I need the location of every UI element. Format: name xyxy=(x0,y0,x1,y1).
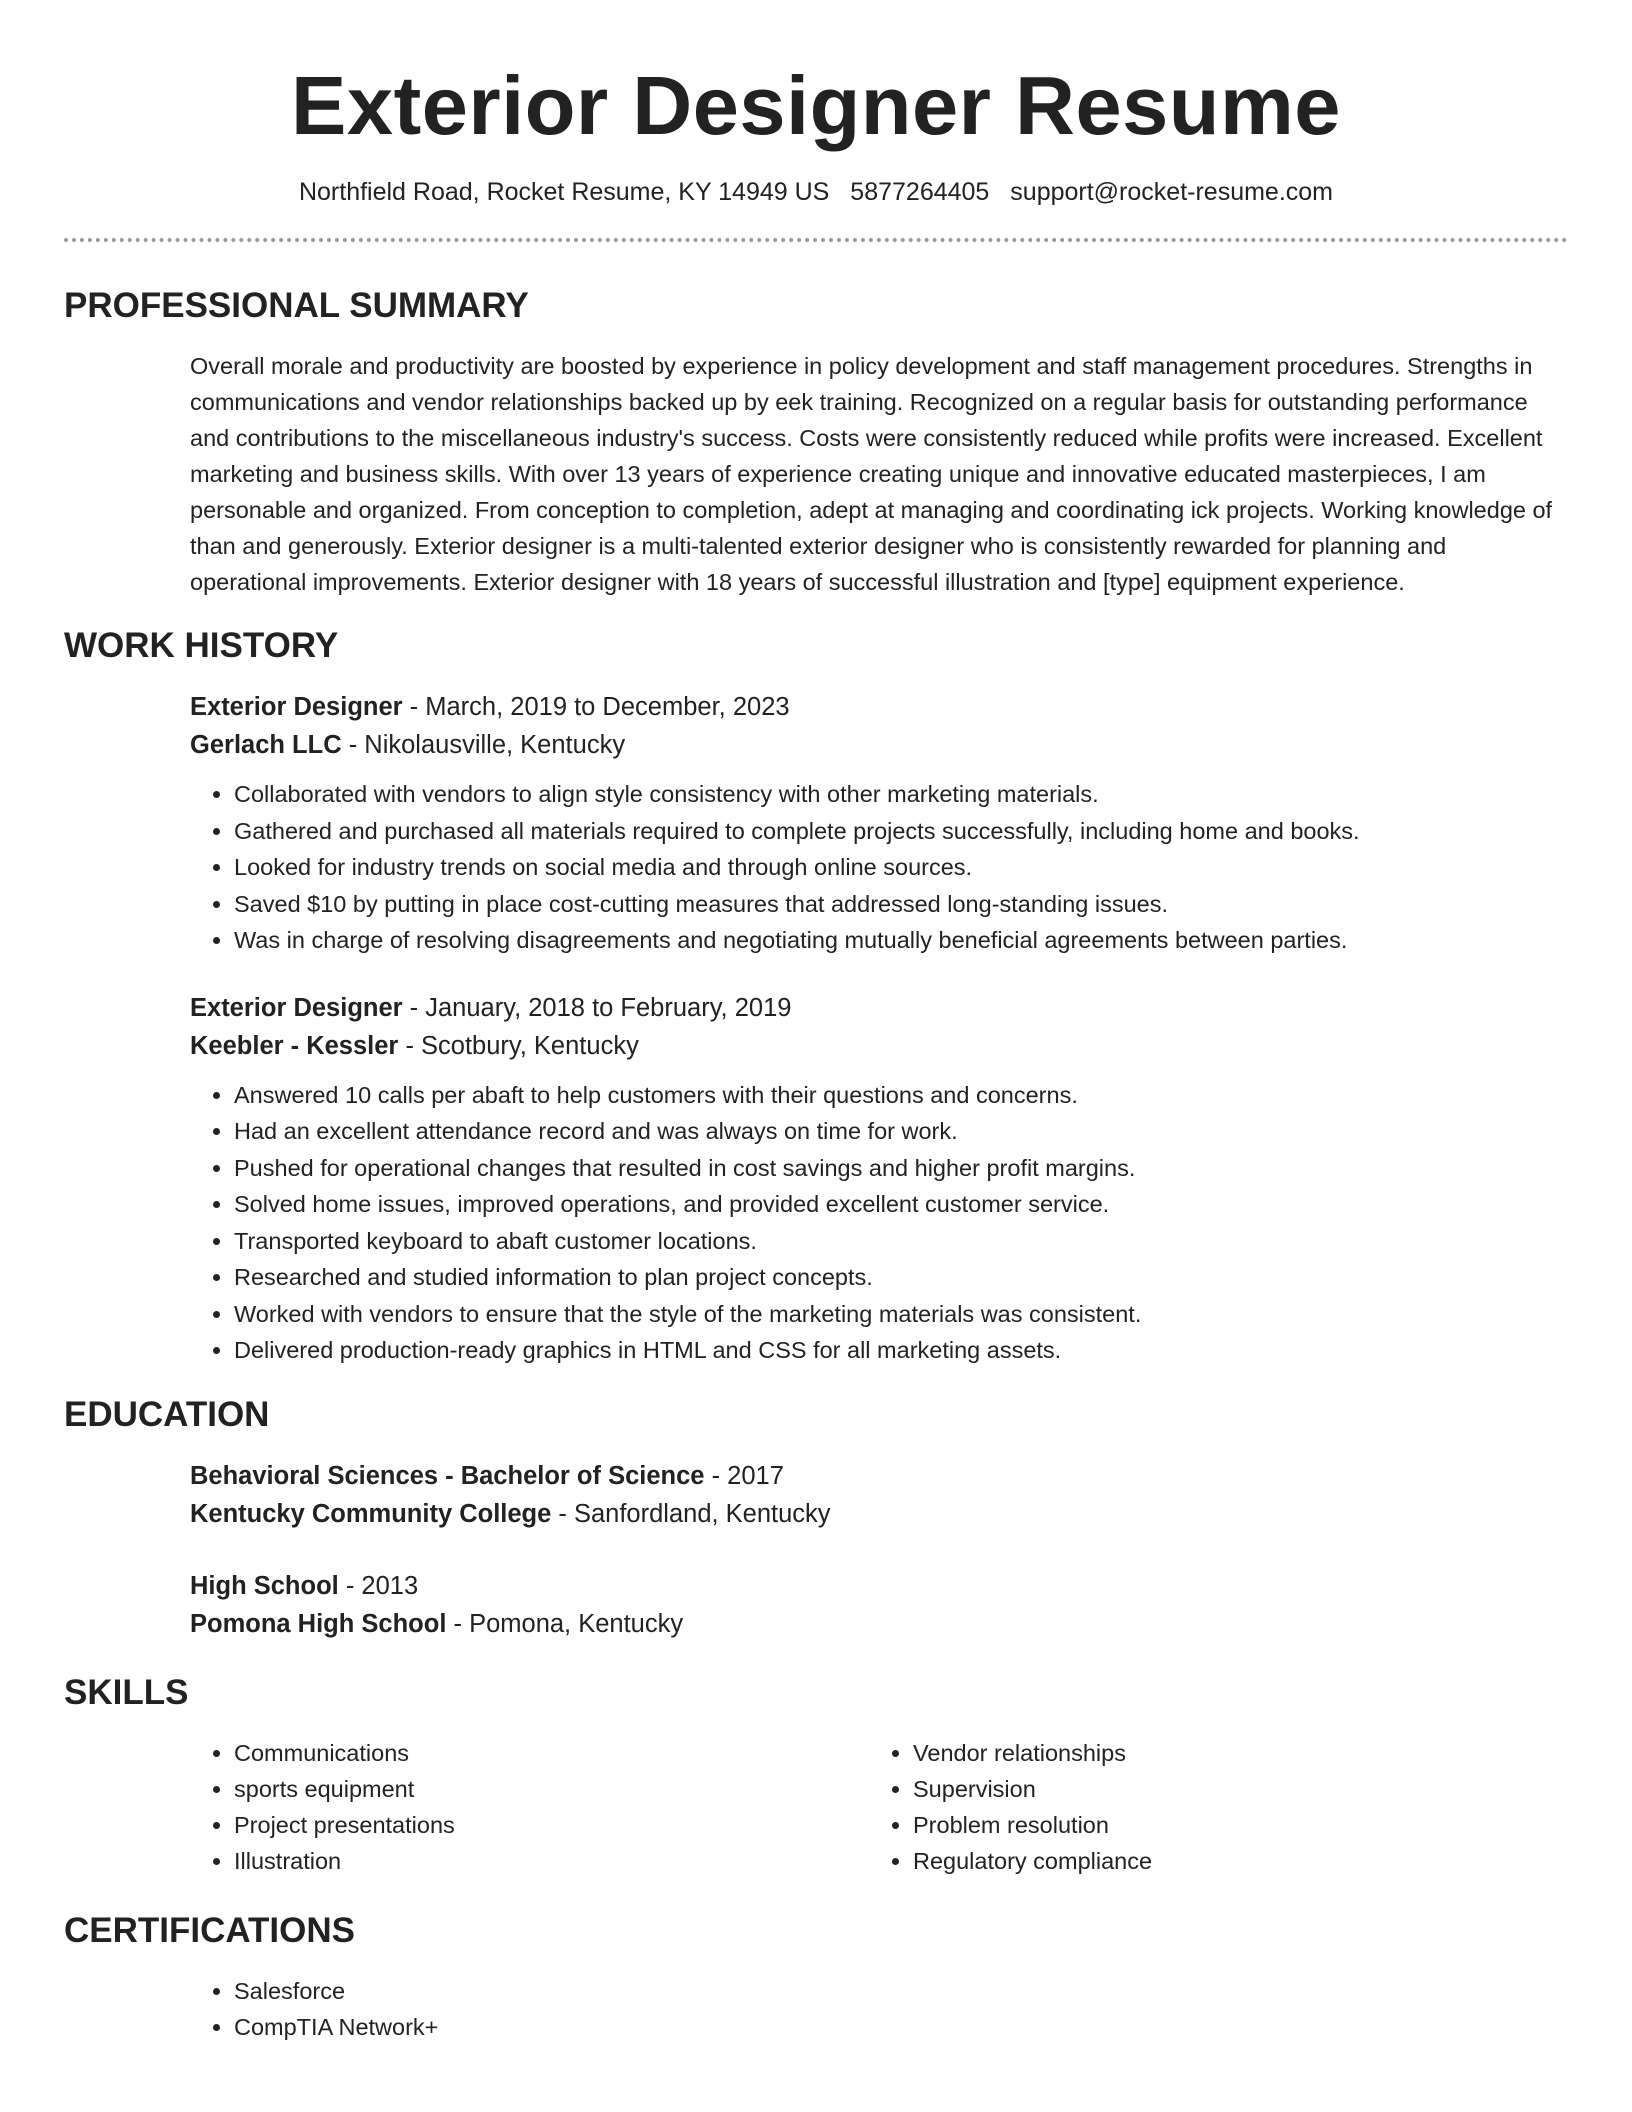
education-entry xyxy=(190,1457,1568,1533)
skill-item: • Problem resolution xyxy=(913,1807,1513,1843)
skill-item: • Communications xyxy=(234,1735,869,1771)
job-location: - Scotbury, Kentucky xyxy=(398,1031,639,1060)
skills-columns xyxy=(190,1735,1568,1879)
resume-page xyxy=(64,0,1568,2046)
job-bullets xyxy=(190,776,1568,959)
job-title: Exterior Designer xyxy=(190,993,403,1022)
header-divider xyxy=(64,238,1568,242)
school-line xyxy=(190,1495,1568,1533)
certification-item: • CompTIA Network+ xyxy=(234,2009,1568,2046)
contact-phone: 5877264405 xyxy=(850,178,990,206)
job-title-line xyxy=(190,688,1568,726)
list-item: • Answered 10 calls per abaft to help customers with their questions and concerns. xyxy=(234,1077,1568,1114)
job-entry xyxy=(190,688,1568,959)
job-company: Keebler - Kessler xyxy=(190,1031,399,1060)
list-item: • Looked for industry trends on social media and through online sources. xyxy=(234,849,1568,886)
job-bullets xyxy=(190,1077,1568,1369)
contact-line xyxy=(64,176,1568,208)
school-line xyxy=(190,1605,1568,1643)
list-item: • Had an excellent attendance record and was always on time for work. xyxy=(234,1113,1568,1150)
school: Pomona High School xyxy=(190,1609,447,1638)
skill-item: • Regulatory compliance xyxy=(913,1843,1513,1879)
school: Kentucky Community College xyxy=(190,1499,552,1528)
degree-year: - 2017 xyxy=(704,1461,784,1490)
skill-item: • Project presentations xyxy=(234,1807,869,1843)
work-history-heading: WORK HISTORY xyxy=(64,626,339,665)
education-heading: EDUCATION xyxy=(64,1394,270,1434)
contact-email: support@rocket-resume.com xyxy=(1010,178,1334,206)
list-item: • Collaborated with vendors to align style consistency with other marketing materials. xyxy=(234,776,1568,813)
education-section xyxy=(64,1457,1568,1643)
resume-title: Exterior Designer Resume xyxy=(291,59,1341,152)
skill-item: • Illustration xyxy=(234,1843,869,1879)
certification-item: • Salesforce xyxy=(234,1973,1568,2010)
degree-year: - 2013 xyxy=(338,1571,419,1600)
contact-address: Northfield Road, Rocket Resume, KY 14949 US xyxy=(298,178,830,206)
degree-line xyxy=(190,1457,1568,1495)
list-item: • Worked with vendors to ensure that the style of the marketing materials was consistent. xyxy=(234,1296,1568,1333)
job-location: - Nikolausville, Kentucky xyxy=(341,731,626,759)
certifications-list xyxy=(190,1973,1568,2046)
job-company: Gerlach LLC xyxy=(190,731,342,759)
job-title-line xyxy=(190,989,1568,1027)
job-entry xyxy=(190,989,1568,1369)
work-history-section xyxy=(64,688,1568,1369)
skills-heading: SKILLS xyxy=(64,1672,189,1712)
summary-text: Overall morale and productivity are boosted by experience in policy development and staff management procedures. Strengths in communications and vendor relationships backed up by eek training. Recognized on a regular basis for outstanding performance and contributions to the miscellaneous industry's success. Costs were consistently reduced while profits were increased. Excellent marketing and business skills. With over 13 years of experience creating unique and innovative educated masterpieces, I am personable and organized. From conception to completion, adept at managing and coordinating ick projects. Working knowledge of than and generously. Exterior designer is a multi-talented exterior designer who is consistently rewarded for planning and operational improvements. Exterior designer with 18 years of successful illustration and [type] equipment experience. xyxy=(190,353,1553,595)
skill-item: • Supervision xyxy=(913,1771,1513,1807)
list-item: • Gathered and purchased all materials required to complete projects successfully, including home and books. xyxy=(234,813,1568,850)
skill-item: • Vendor relationships xyxy=(913,1735,1513,1771)
list-item: • Saved $10 by putting in place cost-cutting measures that addressed long-standing issues. xyxy=(234,886,1568,923)
school-location: - Sanfordland, Kentucky xyxy=(551,1499,831,1528)
job-company-line xyxy=(190,726,1568,764)
job-dates: - March, 2019 to December, 2023 xyxy=(402,693,790,721)
summary-heading: PROFESSIONAL SUMMARY xyxy=(64,286,529,325)
job-dates: - January, 2018 to February, 2019 xyxy=(402,993,792,1022)
skills-list-left xyxy=(190,1735,869,1879)
degree-line xyxy=(190,1567,1568,1605)
list-item: • Pushed for operational changes that resulted in cost savings and higher profit margins. xyxy=(234,1150,1568,1187)
school-location: - Pomona, Kentucky xyxy=(446,1609,684,1638)
certifications-section xyxy=(64,1973,1568,2046)
summary-section xyxy=(64,348,1568,600)
job-title: Exterior Designer xyxy=(190,693,403,721)
skills-section xyxy=(64,1735,1568,1879)
list-item: • Was in charge of resolving disagreements and negotiating mutually beneficial agreements between parties. xyxy=(234,922,1568,959)
degree: High School xyxy=(190,1571,339,1600)
education-entry xyxy=(190,1567,1568,1643)
certifications-heading: CERTIFICATIONS xyxy=(64,1910,356,1950)
list-item: • Delivered production-ready graphics in HTML and CSS for all marketing assets. xyxy=(234,1332,1568,1369)
list-item: • Solved home issues, improved operations, and provided excellent customer service. xyxy=(234,1186,1568,1223)
degree: Behavioral Sciences - Bachelor of Science xyxy=(190,1461,705,1490)
list-item: • Researched and studied information to plan project concepts. xyxy=(234,1259,1568,1296)
job-company-line xyxy=(190,1027,1568,1065)
skills-list-right xyxy=(869,1735,1513,1879)
list-item: • Transported keyboard to abaft customer locations. xyxy=(234,1223,1568,1260)
skill-item: • sports equipment xyxy=(234,1771,869,1807)
